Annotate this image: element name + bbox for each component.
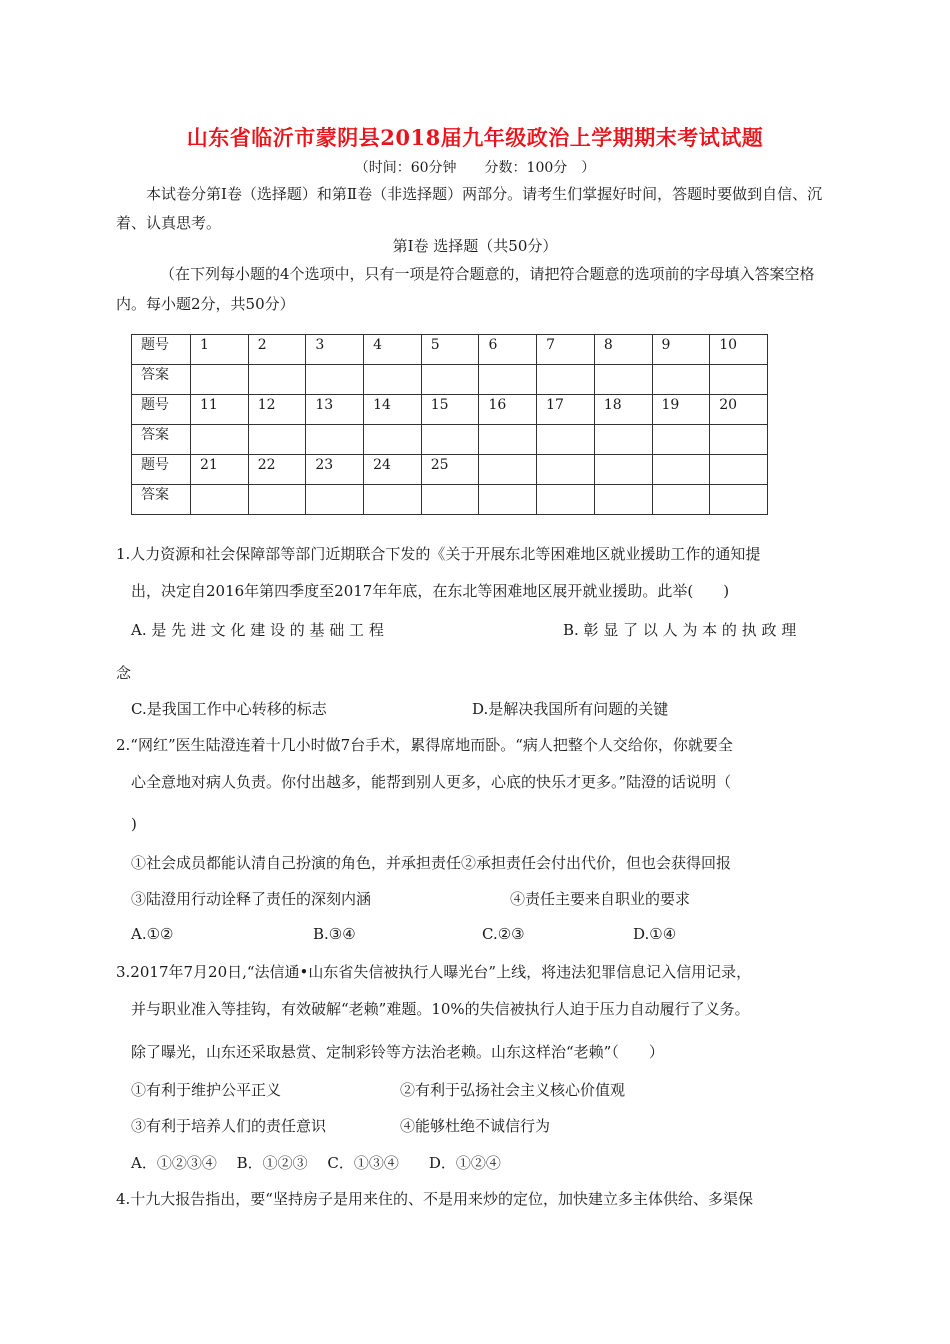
answer-grid-answer-row	[132, 485, 768, 515]
answer-cell[interactable]	[652, 425, 710, 455]
question-3-stem-line-1: 3.2017年7月20日,“法信通•山东省失信被执行人曝光台”上线，将违法犯罪信息记入信用记录，	[116, 963, 752, 981]
question-2-option-a: A.①②	[131, 925, 174, 943]
question-number-cell: 1	[191, 335, 249, 365]
question-number-cell: 20	[710, 395, 768, 425]
answer-cell[interactable]	[191, 485, 249, 515]
exam-title: 山东省临沂市蒙阴县2018届九年级政治上学期期末考试试题	[186, 125, 764, 150]
question-2-stem-line-3: )	[131, 815, 137, 833]
question-3-statement-4: ④能够杜绝不诚信行为	[400, 1117, 551, 1135]
answer-cell[interactable]	[479, 425, 537, 455]
question-number-cell: 5	[421, 335, 479, 365]
answer-cell[interactable]	[306, 425, 364, 455]
answer-cell[interactable]	[479, 365, 537, 395]
question-3-stem-line-3: 除了曝光，山东还采取悬赏、定制彩铃等方法治老赖。山东这样治“老赖”（ ）	[131, 1043, 664, 1061]
answer-grid	[131, 334, 768, 515]
question-number-cell: 7	[537, 335, 595, 365]
question-number-cell: 25	[421, 455, 479, 485]
answer-cell[interactable]	[594, 425, 652, 455]
question-number-cell	[479, 455, 537, 485]
section-instructions: （在下列每小题的4个选项中，只有一项是符合题意的，请把符合题意的选项前的字母填入答案空格内。每小题2分，共50分）	[116, 265, 815, 313]
question-3-stem-line-2: 并与职业准入等挂钩，有效破解“老赖”难题。10%的失信被执行人迫于压力自动履行了义务。	[131, 1000, 750, 1018]
question-number-cell: 8	[594, 335, 652, 365]
answer-cell[interactable]	[364, 365, 422, 395]
exam-intro: 本试卷分第Ⅰ卷（选择题）和第Ⅱ卷（非选择题）两部分。请考生们掌握好时间，答题时要做到自信、沉着、认真思考。	[116, 185, 823, 232]
question-number-cell: 21	[191, 455, 249, 485]
question-number-cell: 16	[479, 395, 537, 425]
question-number-cell	[710, 455, 768, 485]
question-number-cell: 10	[710, 335, 768, 365]
question-1-option-d: D.是解决我国所有问题的关键	[472, 700, 669, 718]
question-number-cell: 18	[594, 395, 652, 425]
question-number-cell: 24	[364, 455, 422, 485]
question-number-cell: 4	[364, 335, 422, 365]
answer-cell[interactable]	[364, 425, 422, 455]
question-number-cell	[537, 455, 595, 485]
question-number-cell	[594, 455, 652, 485]
question-3-choices: A．①②③④ B．①②③ C．①③④ D．①②④	[131, 1154, 501, 1172]
question-number-cell: 19	[652, 395, 710, 425]
question-3-statement-1: ①有利于维护公平正义	[131, 1081, 282, 1099]
answer-grid-number-row	[132, 395, 768, 425]
row-label-number: 题号	[132, 395, 191, 425]
question-number-cell: 13	[306, 395, 364, 425]
answer-cell[interactable]	[537, 485, 595, 515]
question-2-option-d: D.①④	[633, 925, 677, 943]
question-1-option-a: A. 是 先 进 文 化 建 设 的 基 础 工 程	[131, 621, 384, 639]
answer-grid-answer-row	[132, 425, 768, 455]
answer-cell[interactable]	[248, 365, 306, 395]
answer-cell[interactable]	[710, 425, 768, 455]
question-1-stem-line-2: 出，决定自2016年第四季度至2017年年底，在东北等困难地区展开就业援助。此举( )	[131, 582, 730, 600]
row-label-number: 题号	[132, 455, 191, 485]
question-number-cell: 12	[248, 395, 306, 425]
answer-grid-answer-row	[132, 365, 768, 395]
answer-cell[interactable]	[594, 485, 652, 515]
answer-cell[interactable]	[306, 365, 364, 395]
section-title: 第Ⅰ卷 选择题（共50分）	[392, 237, 558, 255]
answer-cell[interactable]	[191, 365, 249, 395]
question-number-cell: 23	[306, 455, 364, 485]
answer-cell[interactable]	[191, 425, 249, 455]
question-2-stem-line-2: 心全意地对病人负责。你付出越多，能帮到别人更多，心底的快乐才更多。”陆澄的话说明（	[131, 773, 732, 791]
question-number-cell: 15	[421, 395, 479, 425]
question-number-cell: 6	[479, 335, 537, 365]
answer-cell[interactable]	[306, 485, 364, 515]
question-number-cell: 3	[306, 335, 364, 365]
question-number-cell: 17	[537, 395, 595, 425]
question-1-option-b: B. 彰 显 了 以 人 为 本 的 执 政 理	[563, 621, 797, 639]
question-2-statement-1-2: ①社会成员都能认清自己扮演的角色，并承担责任②承担责任会付出代价，但也会获得回报	[131, 854, 732, 872]
answer-cell[interactable]	[537, 365, 595, 395]
row-label-answer: 答案	[132, 365, 191, 395]
question-1-stem-line-1: 1.人力资源和社会保障部等部门近期联合下发的《关于开展东北等困难地区就业援助工作的通知提	[116, 545, 761, 563]
question-2-statement-4: ④责任主要来自职业的要求	[510, 890, 691, 908]
question-2-option-b: B.③④	[313, 925, 356, 943]
question-number-cell: 2	[248, 335, 306, 365]
answer-grid-number-row	[132, 455, 768, 485]
question-1-option-c: C.是我国工作中心转移的标志	[131, 700, 327, 718]
question-2-option-c: C.②③	[482, 925, 525, 943]
answer-cell[interactable]	[364, 485, 422, 515]
row-label-answer: 答案	[132, 485, 191, 515]
answer-grid-number-row	[132, 335, 768, 365]
answer-cell[interactable]	[421, 365, 479, 395]
question-3-statement-2: ②有利于弘扬社会主义核心价值观	[400, 1081, 626, 1099]
row-label-answer: 答案	[132, 425, 191, 455]
row-label-number: 题号	[132, 335, 191, 365]
answer-cell[interactable]	[537, 425, 595, 455]
answer-cell[interactable]	[248, 425, 306, 455]
question-4-stem-line-1: 4.十九大报告指出，要“坚持房子是用来住的、不是用来炒的定位，加快建立多主体供给、多渠保	[116, 1190, 753, 1208]
answer-cell[interactable]	[421, 425, 479, 455]
question-number-cell	[652, 455, 710, 485]
answer-cell[interactable]	[710, 485, 768, 515]
question-2-statement-3: ③陆澄用行动诠释了责任的深刻内涵	[131, 890, 372, 908]
question-number-cell: 9	[652, 335, 710, 365]
question-2-stem-line-1: 2.“网红”医生陆澄连着十几小时做7台手术，累得席地而卧。“病人把整个人交给你，你就要全	[116, 736, 733, 754]
question-number-cell: 11	[191, 395, 249, 425]
question-number-cell: 22	[248, 455, 306, 485]
answer-cell[interactable]	[594, 365, 652, 395]
answer-cell[interactable]	[479, 485, 537, 515]
answer-cell[interactable]	[421, 485, 479, 515]
answer-cell[interactable]	[710, 365, 768, 395]
answer-cell[interactable]	[652, 485, 710, 515]
exam-time-score: （时间：60分钟 分数：100分 ）	[354, 160, 596, 176]
question-1-option-b-continued: 念	[116, 664, 132, 682]
answer-cell[interactable]	[652, 365, 710, 395]
question-3-statement-3: ③有利于培养人们的责任意识	[131, 1117, 327, 1135]
question-number-cell: 14	[364, 395, 422, 425]
answer-cell[interactable]	[248, 485, 306, 515]
